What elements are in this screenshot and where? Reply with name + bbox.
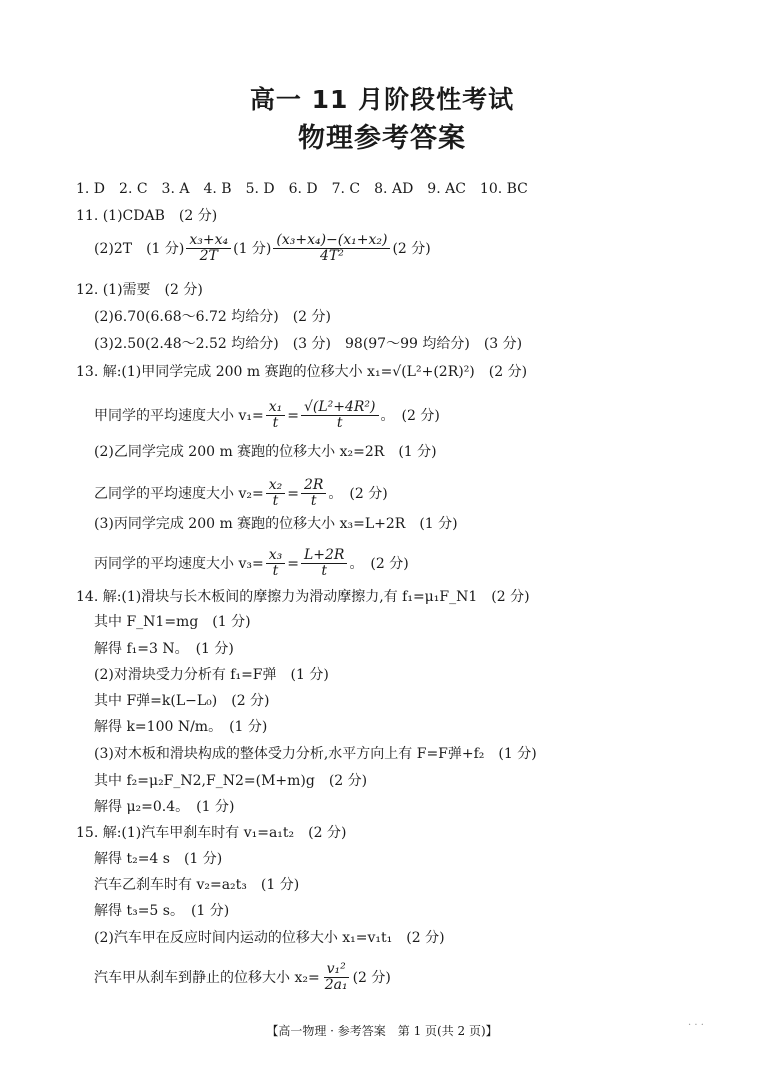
answer-line: (2)6.70(6.68～6.72 均给分) (2 分) <box>94 309 332 325</box>
line-text: = <box>287 485 299 502</box>
line-text: 甲同学的平均速度大小 v₁= <box>94 407 264 424</box>
answer-line <box>94 233 431 264</box>
answer-line: 其中 f₂=μ₂F_N2,F_N2=(M+m)g (2 分) <box>94 773 368 789</box>
answer-line: 11. (1)CDAB (2 分) <box>76 208 218 224</box>
numerator: √(L²+4R²) <box>301 400 379 416</box>
fraction <box>301 478 326 509</box>
line-text: (2)2T (1 分) <box>94 240 185 257</box>
answer-line: (3)2.50(2.48～2.52 均给分) (3 分) 98(97～99 均给分) (3 分) <box>94 336 523 352</box>
answer-line: (2)乙同学完成 200 m 赛跑的位移大小 x₂=2R (1 分) <box>94 444 437 460</box>
answer-line: 12. (1)需要 (2 分) <box>76 282 203 298</box>
numerator: x₃+x₄ <box>186 233 231 249</box>
line-text: 。 (2 分) <box>328 485 388 502</box>
line-text: (2 分) <box>352 969 391 986</box>
answer-line: 解得 f₁=3 N。 (1 分) <box>94 641 234 657</box>
fraction <box>301 548 347 579</box>
fraction <box>186 233 231 264</box>
line-text: 。 (2 分) <box>349 555 409 572</box>
answer-line: (3)丙同学完成 200 m 赛跑的位移大小 x₃=L+2R (1 分) <box>94 516 458 532</box>
numerator: x₃ <box>266 548 286 564</box>
numerator: x₁ <box>266 400 286 416</box>
line-text: (2 分) <box>392 240 431 257</box>
answer-line: 汽车乙刹车时有 v₂=a₂t₃ (1 分) <box>94 877 300 893</box>
answer-line: 解得 μ₂=0.4。 (1 分) <box>94 799 235 815</box>
answer-line <box>94 400 440 431</box>
answer-line: (2)对滑块受力分析有 f₁=F弹 (1 分) <box>94 667 329 683</box>
answer-line <box>94 962 391 993</box>
line-text: 。 (2 分) <box>380 407 440 424</box>
line-text: 丙同学的平均速度大小 v₃= <box>94 555 264 572</box>
answer-line: 15. 解:(1)汽车甲刹车时有 v₁=a₁t₂ (2 分) <box>76 825 347 841</box>
numerator: v₁² <box>324 962 349 978</box>
answer-line: (3)对木板和滑块构成的整体受力分析,水平方向上有 F=F弹+f₂ (1 分) <box>94 746 537 762</box>
corner-mark: · · · <box>688 1020 704 1031</box>
denominator: t <box>272 415 279 431</box>
denominator: 2a₁ <box>324 977 348 993</box>
answer-line: 解得 t₃=5 s。 (1 分) <box>94 903 230 919</box>
line-text: = <box>287 407 299 424</box>
answer-line: 解得 t₂=4 s (1 分) <box>94 851 223 867</box>
page-subtitle: 物理参考答案 <box>298 123 466 154</box>
denominator: t <box>272 563 279 579</box>
answer-line: 其中 F弹=k(L−L₀) (2 分) <box>94 693 270 709</box>
denominator: 2T <box>199 248 218 264</box>
answer-line: 解得 k=100 N/m。 (1 分) <box>94 719 268 735</box>
fraction <box>273 233 390 264</box>
denominator: t <box>321 563 328 579</box>
fraction <box>301 400 379 431</box>
line-text: 汽车甲从刹车到静止的位移大小 x₂= <box>94 969 320 986</box>
denominator: 4T² <box>320 248 344 264</box>
page-footer: 【高一物理 · 参考答案 第 1 页(共 2 页)】 <box>266 1024 498 1038</box>
denominator: t <box>310 493 317 509</box>
line-text: = <box>287 555 299 572</box>
fraction <box>266 478 286 509</box>
numerator: 2R <box>301 478 326 494</box>
answer-line: 1. D 2. C 3. A 4. B 5. D 6. D 7. C 8. AD 9. AC 10. BC <box>76 181 528 197</box>
answer-line <box>94 478 388 509</box>
denominator: t <box>336 415 343 431</box>
answer-line: 13. 解:(1)甲同学完成 200 m 赛跑的位移大小 x₁=√(L²+(2R)²) (2 分) <box>76 364 528 380</box>
page-title: 高一 11 月阶段性考试 <box>249 85 515 114</box>
numerator: L+2R <box>301 548 347 564</box>
line-text: (1 分) <box>233 240 272 257</box>
fraction <box>266 400 286 431</box>
answer-line <box>94 548 409 579</box>
fraction <box>266 548 286 579</box>
numerator: (x₃+x₄)−(x₁+x₂) <box>273 233 390 249</box>
denominator: t <box>272 493 279 509</box>
answer-line: (2)汽车甲在反应时间内运动的位移大小 x₁=v₁t₁ (2 分) <box>94 930 445 946</box>
fraction <box>322 962 351 993</box>
line-text: 乙同学的平均速度大小 v₂= <box>94 485 264 502</box>
numerator: x₂ <box>266 478 286 494</box>
answer-line: 其中 F_N1=mg (1 分) <box>94 614 251 630</box>
answer-line: 14. 解:(1)滑块与长木板间的摩擦力为滑动摩擦力,有 f₁=μ₁F_N1 (2 分) <box>76 589 530 605</box>
